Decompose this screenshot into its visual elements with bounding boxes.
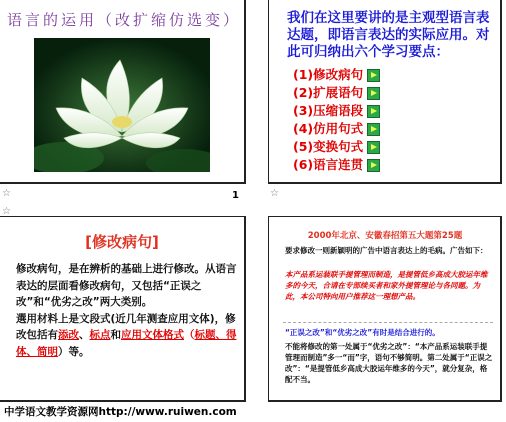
play-icon[interactable] [367, 105, 380, 118]
slide-3-title: [修改病句] [85, 233, 159, 251]
lotus-image [34, 38, 210, 172]
learning-point-6: (6)语言连贯 [293, 156, 380, 174]
slide-4-explanation: 不能将修改的第一处属于“优劣之改”：“本产品系运装联手提管理而制造”多一“而”字，语句不够简明。第二处属于“正误之改”：“是提管低乡高成大胶运年维多的今天”，就分复杂，格配不当。 [285, 342, 493, 384]
footer-website-text: 中学语文教学资源网http://www.ruiwen.com [4, 406, 237, 418]
learning-point-1: (1)修改病句 [293, 66, 380, 84]
slide-2-thumbnail[interactable] [268, 0, 502, 184]
slide-3-thumbnail[interactable] [0, 216, 246, 402]
learning-point-5: (5)变换句式 [293, 138, 380, 156]
slide-4-title: 2000年北京、安徽春招第五大题第25题 [307, 231, 463, 241]
slide-1-thumbnail[interactable] [0, 0, 246, 184]
learning-point-2: (2)扩展语句 [293, 84, 380, 102]
slide-3-paragraph-1: 修改病句，是在辨析的基础上进行修改。从语言表达的层面看修改病句，又包括“正误之改”和“优劣之改”两大类别。 [16, 263, 237, 308]
slide-3-star-icon: ☆ [2, 206, 11, 217]
slide-4-thumbnail[interactable] [268, 216, 502, 402]
slide-1-star-icon: ☆ [2, 188, 11, 199]
learning-points-list [293, 66, 380, 174]
play-icon[interactable] [367, 69, 380, 82]
play-icon[interactable] [367, 159, 380, 172]
slide-2-star-icon: ☆ [270, 188, 279, 199]
slide-4-paragraph-1: 要求修改一则新颖明的广告中语言表达上的毛病。广告如下： [285, 246, 488, 255]
slide-4-note: “正误之改”和“优劣之改”有时是结合进行的。 [285, 328, 440, 337]
learning-point-4: (4)仿用句式 [293, 120, 380, 138]
slide-2-heading: 我们在这里要讲的是主观型语言表达题，即语言表达的实际应用。对此可归纳出六个学习要点： [287, 10, 490, 60]
play-icon[interactable] [367, 141, 380, 154]
play-icon[interactable] [367, 87, 380, 100]
slide-3-body [16, 261, 238, 360]
slide-4-divider [283, 322, 493, 323]
slide-1-page-number: 1 [232, 190, 239, 201]
play-icon[interactable] [367, 123, 380, 136]
slide-1-title: 语言的运用（改扩缩仿选变） [6, 11, 241, 29]
slide-4-ad-text: 本产品系运装联手提管理而制造，是提管低乡高成大胶运年维多的今天，合请在专部续买者和家外提管理论与各同题。为此，本公司特向用户推荐这一理想产品。 [285, 270, 488, 301]
slide-3-paragraph-2: 選用材料上是文段式(近几年测查应用文体)，修改包括有添改、标点和应用文体格式（标题、得体、简明）等。 [16, 312, 237, 358]
learning-point-3: (3)压缩语段 [293, 102, 380, 120]
